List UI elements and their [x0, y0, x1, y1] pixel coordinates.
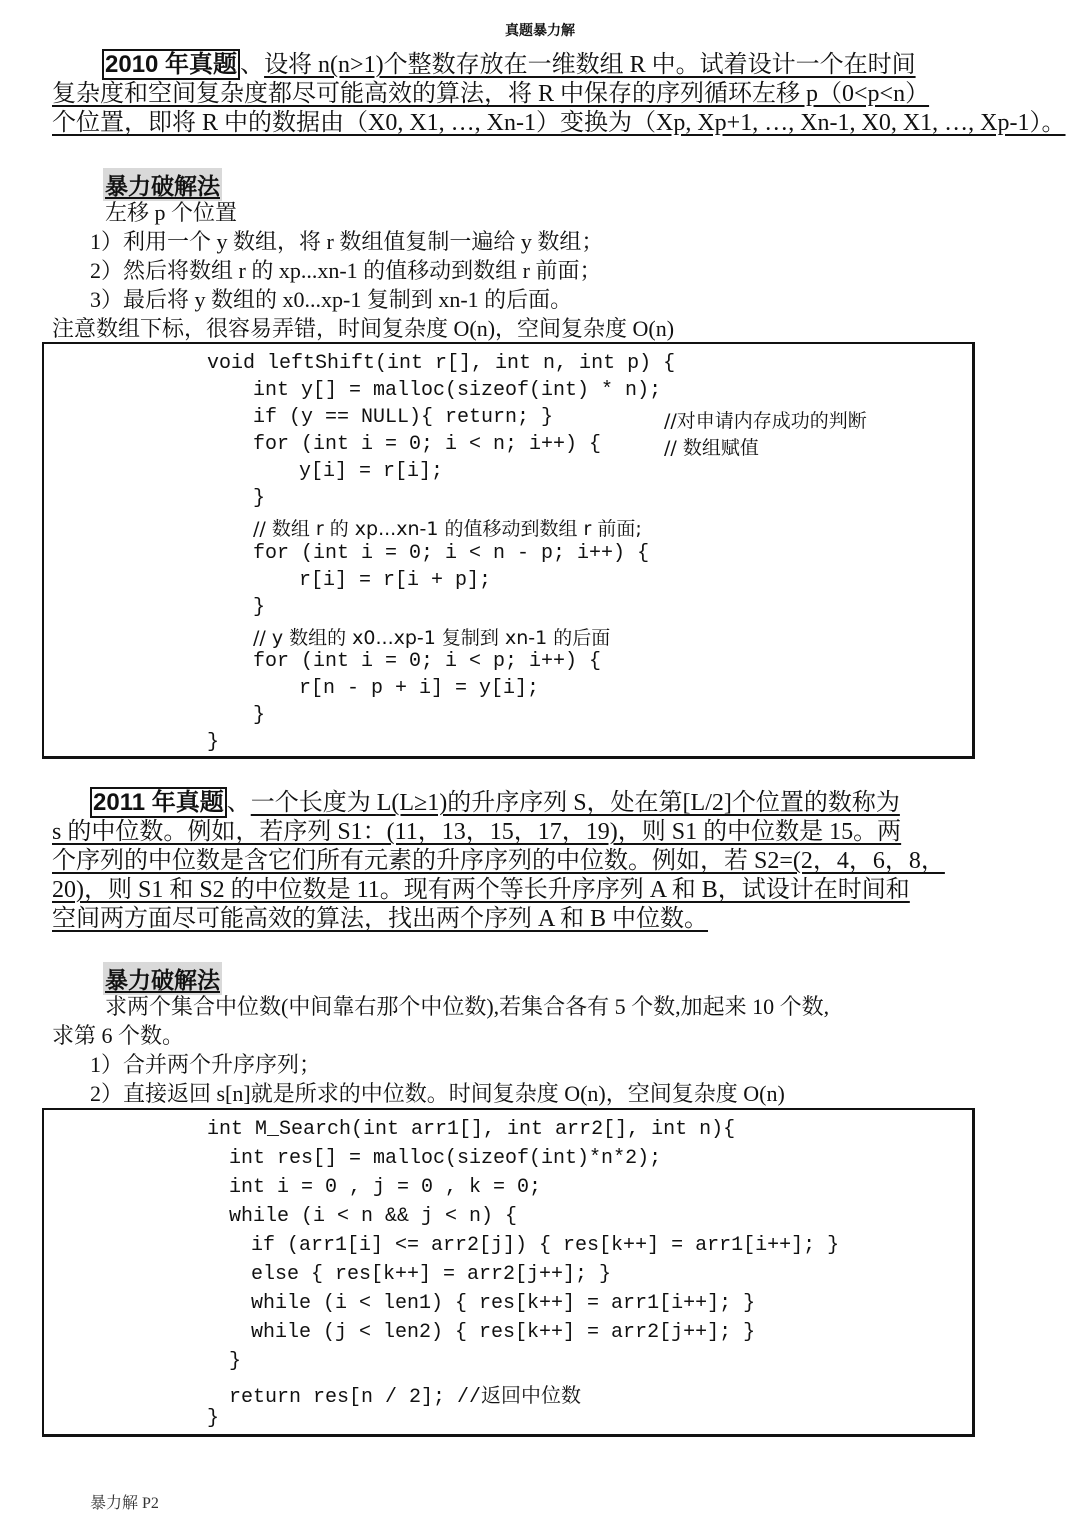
code-line: int res[] = malloc(sizeof(int)*n*2); — [229, 1147, 662, 1170]
code-line: if (arr1[i] <= arr2[j]) { res[k++] = arr1[i++]; } — [251, 1234, 840, 1257]
method-desc-2011-line-2: 求第 6 个数。 — [52, 1023, 185, 1048]
page-title: 真题暴力解 — [505, 24, 575, 39]
method-heading-2010: 暴力破解法 — [103, 168, 222, 201]
separator: 、 — [240, 52, 265, 78]
code-line: int M_Search(int arr1[], int arr2[], int n){ — [207, 1118, 736, 1141]
code-line: int y[] = malloc(sizeof(int) * n); — [253, 379, 662, 402]
code-line: } — [229, 1350, 242, 1373]
code-line: } — [253, 704, 266, 727]
code-line: while (i < n && j < n) { — [229, 1205, 518, 1228]
code-line: } — [253, 487, 266, 510]
year-label-2011: 2011 年真题 — [90, 787, 227, 818]
complexity-note-2010: 注意数组下标，很容易弄错，时间复杂度 O(n)，空间复杂度 O(n) — [52, 316, 675, 341]
year-label-2010: 2010 年真题 — [102, 49, 240, 80]
code-line: r[n - p + i] = y[i]; — [299, 677, 540, 700]
problem-2010-line-2: 复杂度和空间复杂度都尽可能高效的算法，将 R 中保存的序列循环左移 p（0<p<n） — [52, 81, 930, 107]
code-line: for (int i = 0; i < p; i++) { — [253, 650, 602, 673]
code-line: else { res[k++] = arr2[j++]; } — [251, 1263, 612, 1286]
code-line: while (j < len2) { res[k++] = arr2[j++]; } — [251, 1321, 756, 1344]
problem-2011-line-1: 一个长度为 L(L≥1)的升序序列 S，处在第[L/2]个位置的数称为 — [250, 790, 900, 816]
method-desc-2011-line-1: 求两个集合中位数(中间靠右那个中位数),若集合各有 5 个数,加起来 10 个数, — [105, 994, 830, 1019]
code-line: } — [253, 596, 266, 619]
problem-2011-line-4: 20)，则 S1 和 S2 的中位数是 11。现有两个等长升序序列 A 和 B，试设计在时间和 — [52, 877, 910, 903]
separator: 、 — [226, 790, 251, 816]
code-line: int i = 0 , j = 0 , k = 0; — [229, 1176, 542, 1199]
code-line: } — [207, 731, 220, 754]
problem-2011-line-3: 个序列的中位数是含它们所有元素的升序序列的中位数。例如，若 S2=(2，4，6，8， — [52, 848, 945, 874]
code-line: } — [207, 1407, 220, 1430]
step-2011-2: 2）直接返回 s[n]就是所求的中位数。时间复杂度 O(n)，空间复杂度 O(n) — [90, 1081, 785, 1106]
code-line: return res[n / 2]; //返回中位数 — [229, 1386, 582, 1409]
code-comment: // y 数组的 x0...xp-1 复制到 xn-1 的后面 — [253, 627, 611, 649]
step-2010-1: 1）利用一个 y 数组，将 r 数组值复制一遍给 y 数组； — [90, 229, 604, 254]
code-line: for (int i = 0; i < n; i++) { — [253, 433, 602, 456]
method-subtitle-2010: 左移 p 个位置 — [105, 200, 238, 225]
code-line: void leftShift(int r[], int n, int p) { — [207, 352, 676, 375]
method-heading-2011: 暴力破解法 — [103, 962, 222, 995]
problem-2011 — [52, 788, 967, 934]
code-comment: // 数组赋值 — [664, 437, 759, 459]
code-block-2010 — [42, 342, 975, 759]
code-comment: // 数组 r 的 xp...xn-1 的值移动到数组 r 前面; — [253, 518, 642, 540]
code-line: while (i < len1) { res[k++] = arr1[i++]; } — [251, 1292, 756, 1315]
code-comment: //对申请内存成功的判断 — [664, 410, 867, 432]
problem-2011-line-5: 空间两方面尽可能高效的算法，找出两个序列 A 和 B 中位数。 — [52, 906, 709, 932]
step-2010-3: 3）最后将 y 数组的 x0...xp-1 复制到 xn-1 的后面。 — [90, 287, 573, 312]
code-line: r[i] = r[i + p]; — [299, 569, 492, 592]
code-line: for (int i = 0; i < n - p; i++) { — [253, 542, 650, 565]
problem-2011-line-2: s 的中位数。例如，若序列 S1：(11，13，15，17，19)，则 S1 的中位数是 15。两 — [52, 819, 902, 845]
page-footer: 暴力解 P2 — [90, 1495, 159, 1512]
problem-2010-line-1: 设将 n(n>1)个整数存放在一维数组 R 中。试着设计一个在时间 — [264, 52, 916, 78]
code-line: y[i] = r[i]; — [299, 460, 444, 483]
problem-2010-line-3: 个位置，即将 R 中的数据由（X0, X1, …, Xn-1）变换为（Xp, Xp+1, …, Xn-1, X0, X1, …, Xp-1）。 — [52, 110, 1066, 136]
step-2011-1: 1）合并两个升序序列； — [90, 1052, 322, 1077]
problem-2010 — [52, 50, 1066, 138]
code-block-2011 — [42, 1108, 975, 1437]
step-2010-2: 2）然后将数组 r 的 xp...xn-1 的值移动到数组 r 前面； — [90, 258, 602, 283]
code-line: if (y == NULL){ return; } — [253, 406, 554, 429]
